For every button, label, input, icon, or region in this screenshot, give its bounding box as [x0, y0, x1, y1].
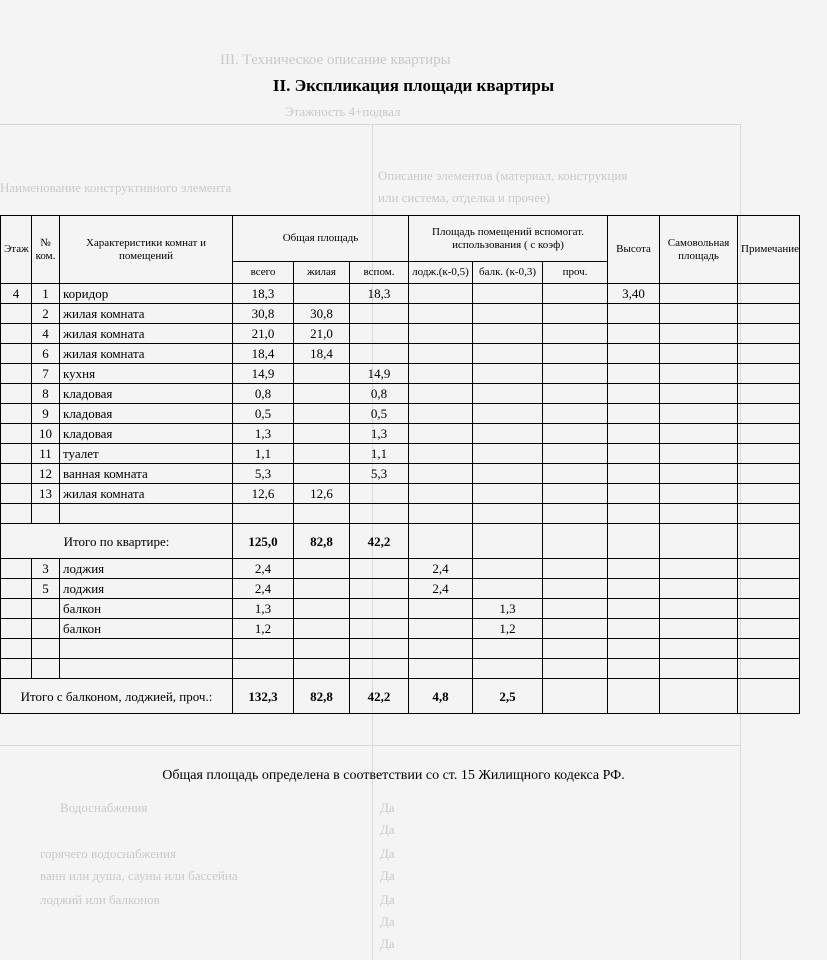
- cell-room-no: 2: [32, 304, 60, 324]
- cell-other: [543, 284, 608, 304]
- header-unauthorized: Самовольная площадь: [660, 216, 738, 284]
- cell-aux: 5,3: [350, 464, 409, 484]
- cell-total: 2,4: [233, 579, 294, 599]
- cell-room-name: жилая комната: [60, 484, 233, 504]
- ghost-text: Да: [380, 846, 395, 861]
- cell-total: 21,0: [233, 324, 294, 344]
- apartment-total-living: 82,8: [294, 524, 350, 559]
- header-sub-loggia: лодж.(к-0,5): [409, 262, 473, 284]
- cell-room-name: кладовая: [60, 384, 233, 404]
- cell-room-no: 6: [32, 344, 60, 364]
- ghost-line: [0, 745, 740, 746]
- cell-total: 1,3: [233, 424, 294, 444]
- cell-room-no: [32, 599, 60, 619]
- cell-room-no: 12: [32, 464, 60, 484]
- cell-room-name: кладовая: [60, 404, 233, 424]
- cell-aux: [350, 324, 409, 344]
- cell-balcony: 1,2: [473, 619, 543, 639]
- grand-total-balcony: 2,5: [473, 679, 543, 714]
- cell-living: [294, 444, 350, 464]
- cell-living: 18,4: [294, 344, 350, 364]
- cell-aux: 14,9: [350, 364, 409, 384]
- ghost-text: Да: [380, 822, 395, 837]
- ghost-text: Да: [380, 800, 395, 815]
- cell-balcony: [473, 579, 543, 599]
- cell-room-no: 1: [32, 284, 60, 304]
- cell-total: 12,6: [233, 484, 294, 504]
- cell-aux: [350, 344, 409, 364]
- table-row: [1, 284, 800, 304]
- table-row: [1, 404, 800, 424]
- cell-living: [294, 404, 350, 424]
- cell-total: 30,8: [233, 304, 294, 324]
- cell-total: 14,9: [233, 364, 294, 384]
- explication-table: [0, 215, 800, 714]
- cell-loggia: [409, 619, 473, 639]
- cell-room-name: жилая комната: [60, 304, 233, 324]
- cell-floor: [1, 404, 32, 424]
- cell-room-name: кухня: [60, 364, 233, 384]
- cell-floor: [1, 324, 32, 344]
- cell-room-no: 9: [32, 404, 60, 424]
- cell-total: 18,3: [233, 284, 294, 304]
- ghost-text: лоджий или балконов: [40, 892, 160, 907]
- cell-room-no: 7: [32, 364, 60, 384]
- cell-room-name: ванная комната: [60, 464, 233, 484]
- header-sub-balcony: балк. (к-0,3): [473, 262, 543, 284]
- apartment-total-area: 125,0: [233, 524, 294, 559]
- cell-floor: [1, 364, 32, 384]
- ghost-text: горячего водоснабжения: [40, 846, 176, 861]
- apartment-total-aux: 42,2: [350, 524, 409, 559]
- cell-floor: [1, 304, 32, 324]
- cell-room-name: лоджия: [60, 579, 233, 599]
- cell-room-no: 8: [32, 384, 60, 404]
- footnote: Общая площадь определена в соответствии со ст. 15 Жилищного кодекса РФ.: [162, 768, 625, 783]
- table-row: [1, 364, 800, 384]
- cell-aux: 18,3: [350, 284, 409, 304]
- ghost-text: или система, отделка и прочее): [378, 190, 551, 205]
- cell-aux: [350, 484, 409, 504]
- ghost-text: Этажность 4+подвал: [285, 104, 401, 119]
- cell-loggia: [409, 284, 473, 304]
- cell-total: 1,1: [233, 444, 294, 464]
- header-floor: Этаж: [1, 216, 32, 284]
- header-room-no: № ком.: [32, 216, 60, 284]
- cell-aux: 1,1: [350, 444, 409, 464]
- cell-room-name: жилая комната: [60, 324, 233, 344]
- header-sub-living: жилая: [294, 262, 350, 284]
- header-height: Высота: [608, 216, 660, 284]
- ghost-text: Да: [380, 892, 395, 907]
- cell-notes: [738, 284, 800, 304]
- cell-height: 3,40: [608, 284, 660, 304]
- table-row-outdoor: [1, 579, 800, 599]
- cell-room-name: кладовая: [60, 424, 233, 444]
- cell-floor: [1, 484, 32, 504]
- table-row: [1, 424, 800, 444]
- cell-aux: 0,5: [350, 404, 409, 424]
- cell-room-name: балкон: [60, 619, 233, 639]
- ghost-text: Да: [380, 936, 395, 951]
- table-row: [1, 464, 800, 484]
- table-row-outdoor: [1, 559, 800, 579]
- table-row-empty: [1, 639, 800, 659]
- grand-total-loggia: 4,8: [409, 679, 473, 714]
- cell-room-name: коридор: [60, 284, 233, 304]
- cell-balcony: [473, 284, 543, 304]
- apartment-total-label: Итого по квартире:: [1, 524, 233, 559]
- cell-room-name: жилая комната: [60, 344, 233, 364]
- table-row: [1, 344, 800, 364]
- cell-floor: [1, 344, 32, 364]
- header-aux-area: Площадь помещений вспомогат. использования ( с коэф): [409, 216, 608, 262]
- cell-loggia: 2,4: [409, 579, 473, 599]
- ghost-text: Наименование конструктивного элемента: [0, 180, 232, 195]
- cell-floor: [1, 384, 32, 404]
- cell-balcony: [473, 559, 543, 579]
- ghost-text: Водоснабжения: [60, 800, 148, 815]
- cell-balcony: 1,3: [473, 599, 543, 619]
- cell-loggia: 2,4: [409, 559, 473, 579]
- cell-room-name: туалет: [60, 444, 233, 464]
- cell-floor: [1, 464, 32, 484]
- ghost-text: Да: [380, 914, 395, 929]
- ghost-text: III. Техническое описание квартиры: [220, 52, 451, 68]
- header-notes: Примечание: [738, 216, 800, 284]
- table-row: [1, 444, 800, 464]
- cell-floor: [1, 444, 32, 464]
- table-row: [1, 304, 800, 324]
- cell-living: 12,6: [294, 484, 350, 504]
- cell-total: 1,3: [233, 599, 294, 619]
- cell-total: 0,8: [233, 384, 294, 404]
- grand-total-label: Итого с балконом, лоджией, проч.:: [1, 679, 233, 714]
- header-sub-total: всего: [233, 262, 294, 284]
- grand-total-area: 132,3: [233, 679, 294, 714]
- table-row: [1, 324, 800, 344]
- cell-living: [294, 464, 350, 484]
- cell-total: 18,4: [233, 344, 294, 364]
- cell-aux: 1,3: [350, 424, 409, 444]
- page-title: II. Экспликация площади квартиры: [272, 76, 555, 95]
- cell-room-no: 3: [32, 559, 60, 579]
- cell-room-no: 13: [32, 484, 60, 504]
- cell-living: 30,8: [294, 304, 350, 324]
- grand-total-row: [1, 679, 800, 714]
- grand-total-living: 82,8: [294, 679, 350, 714]
- cell-living: 21,0: [294, 324, 350, 344]
- table-row: [1, 484, 800, 504]
- ghost-text: ванн или душа, сауны или бассейна: [40, 868, 238, 883]
- cell-unauthorized: [660, 284, 738, 304]
- cell-room-no: 10: [32, 424, 60, 444]
- header-sub-aux: вспом.: [350, 262, 409, 284]
- cell-aux: [350, 304, 409, 324]
- grand-total-aux: 42,2: [350, 679, 409, 714]
- ghost-text: Да: [380, 868, 395, 883]
- cell-living: [294, 424, 350, 444]
- cell-room-no: 11: [32, 444, 60, 464]
- apartment-total-row: [1, 524, 800, 559]
- table-row-empty: [1, 659, 800, 679]
- cell-total: 5,3: [233, 464, 294, 484]
- cell-aux: 0,8: [350, 384, 409, 404]
- cell-floor: [1, 424, 32, 444]
- cell-living: [294, 284, 350, 304]
- cell-living: [294, 384, 350, 404]
- ghost-line: [0, 124, 740, 125]
- cell-room-no: [32, 619, 60, 639]
- table-row: [1, 384, 800, 404]
- cell-living: [294, 364, 350, 384]
- cell-floor: 4: [1, 284, 32, 304]
- cell-total: 0,5: [233, 404, 294, 424]
- header-characteristics: Характеристики комнат и помещений: [60, 216, 233, 284]
- header-total-area: Общая площадь: [233, 216, 409, 262]
- table-row-empty: [1, 504, 800, 524]
- cell-room-name: лоджия: [60, 559, 233, 579]
- cell-total: 2,4: [233, 559, 294, 579]
- cell-room-no: 4: [32, 324, 60, 344]
- table-row-outdoor: [1, 599, 800, 619]
- cell-room-no: 5: [32, 579, 60, 599]
- table-row-outdoor: [1, 619, 800, 639]
- ghost-text: Описание элементов (материал, конструкция: [378, 168, 628, 183]
- header-sub-other: проч.: [543, 262, 608, 284]
- cell-total: 1,2: [233, 619, 294, 639]
- cell-room-name: балкон: [60, 599, 233, 619]
- cell-loggia: [409, 599, 473, 619]
